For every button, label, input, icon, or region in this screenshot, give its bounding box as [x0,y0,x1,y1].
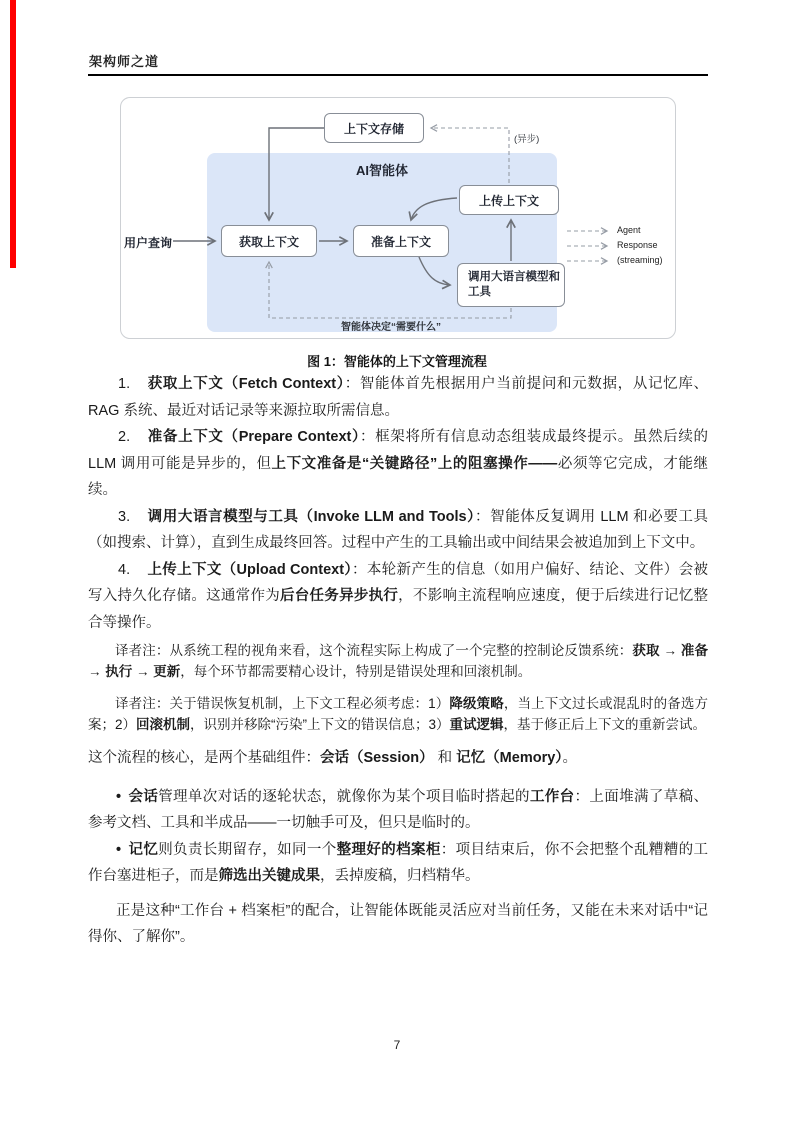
text-run: 这个流程的核心，是两个基础组件： [88,750,320,766]
paragraph-marker: • [116,841,122,858]
output-label-response: Response [617,240,658,250]
paragraph-note [88,693,708,735]
paragraph-note [88,640,708,682]
text-run-bold: 工作台 [529,788,575,805]
text-run: ：智能体首先根据用户当前提问和元数据，从记忆库、RAG 系统、最近对话记录等来源拉取所需信息。 [88,376,709,419]
paragraph-final [88,898,708,951]
revision-bar [10,0,16,268]
paragraph-numbered [88,557,708,637]
text-run-bold: 降级策略 [449,696,504,711]
paragraph-marker: • [116,788,122,805]
text-run: 和 [433,750,457,766]
text-run: 管理单次对话的逐轮状态，就像你为某个项目临时搭起的 [158,788,530,805]
node-invoke-llm-tools [457,263,565,307]
text-run: 译者注：从系统工程的视角来看，这个流程实际上构成了一个完整的控制论反馈系统： [115,643,633,658]
context-flow-diagram [120,97,676,339]
node-upload-context: 上传上下文 [459,185,559,215]
text-run: ：项目结束后，你不会把整个乱糟糟的工作台塞进柜子，而是 [88,841,709,884]
text-run-bold: 获取 → 准备 → 执行 → 更新 [88,643,708,679]
paragraph-marker: 3. [118,508,131,525]
text-run: ，每个环节都需要精心设计，特别是错误处理和回滚机制。 [180,664,532,679]
async-annotation: (异步) [514,134,540,145]
ai-agent-label: AI智能体 [355,163,408,178]
page-header-title: 架构师之道 [89,54,160,69]
text-run-bold: 获取上下文（Fetch Context） [147,376,345,392]
text-run-bold: 回滚机制 [136,717,191,732]
text-run-bold: 整理好的档案柜 [336,841,441,858]
output-label-streaming: (streaming) [617,255,663,265]
text-run-bold: 记忆（Memory） [456,750,563,766]
text-run: 译者注：关于错误恢复机制，上下文工程必须考虑：1） [115,696,450,711]
output-label-agent: Agent [617,225,641,235]
agent-decides-annotation: 智能体决定“需要什么” [341,322,441,333]
text-run: ，识别并移除“污染”上下文的错误信息；3） [190,717,450,732]
paragraph-core [88,745,708,772]
text-run: ：本轮新产生的信息（如用户偏好、结论、文件）会被写入持久化存储。这通常作为 [88,561,708,604]
paragraph-marker: 4. [118,561,131,578]
paragraph-marker: 1. [118,376,131,392]
paragraph-numbered [88,371,708,424]
text-run-bold: 上下文准备是“关键路径”上的阻塞操作—— [271,455,558,472]
node-fetch-context: 获取上下文 [221,225,317,257]
text-run: 则负责长期留存，如同一个 [158,841,337,858]
paragraph-bullet [88,837,708,890]
node-context-store: 上下文存储 [324,113,424,143]
figure-caption: 图 1：智能体的上下文管理流程 [307,354,487,369]
node-prepare-context: 准备上下文 [353,225,449,257]
text-run: ：框架将所有信息动态组装成最终提示。虽然后续的 LLM 调用可能是异步的，但 [88,429,709,472]
paragraph-bullet [88,784,708,837]
text-run-bold: 后台任务异步执行 [280,588,399,604]
text-run: ：智能体反复调用 LLM 和必要工具（如搜索、计算），直到生成最终回答。过程中产生的工具输出或中间结果会被追加到上下文中。 [88,508,708,551]
text-run: ：上面堆满了草稿、参考文档、工具和半成品——一切触手可及，但只是临时的。 [88,788,709,831]
paragraph-numbered [88,424,708,504]
node-invoke-line1: 调用大语言模型和 [468,271,560,284]
text-run-bold: 重试逻辑 [449,717,504,732]
text-run: 必须等它完成，才能继续。 [88,455,709,498]
paragraph-numbered [88,504,708,557]
text-run-bold: 准备上下文（Prepare Context） [147,429,360,445]
user-query-label: 用户查询 [124,236,173,250]
text-run-bold: 会话 [128,788,159,805]
text-run: 正是这种“工作台 + 档案柜”的配合，让智能体既能灵活应对当前任务，又能在未来对话中“记得你、了解你”。 [88,902,708,945]
text-run-bold: 调用大语言模型与工具（Invoke LLM and Tools） [147,508,476,525]
text-run-bold: 筛选出关键成果 [218,868,320,884]
paragraph-marker: 2. [118,429,131,445]
text-run-bold: 会话（Session） [320,750,434,766]
text-run: ，不影响主流程响应速度，便于后续进行记忆整合等操作。 [88,588,709,631]
node-invoke-line2: 工具 [468,286,491,298]
text-run: ，基于修正后上下文的重新尝试。 [503,717,707,732]
text-run: ，当上下文过长或混乱时的备选方案；2） [88,696,708,732]
text-run: ，丢掉废稿，归档精华。 [320,868,480,884]
text-run-bold: 记忆 [128,841,159,858]
text-run-bold: 上传上下文（Upload Context） [147,561,352,578]
page-number: 7 [393,1038,401,1052]
text-run: 。 [562,750,578,766]
header-rule [88,74,708,76]
body-content [88,371,708,951]
